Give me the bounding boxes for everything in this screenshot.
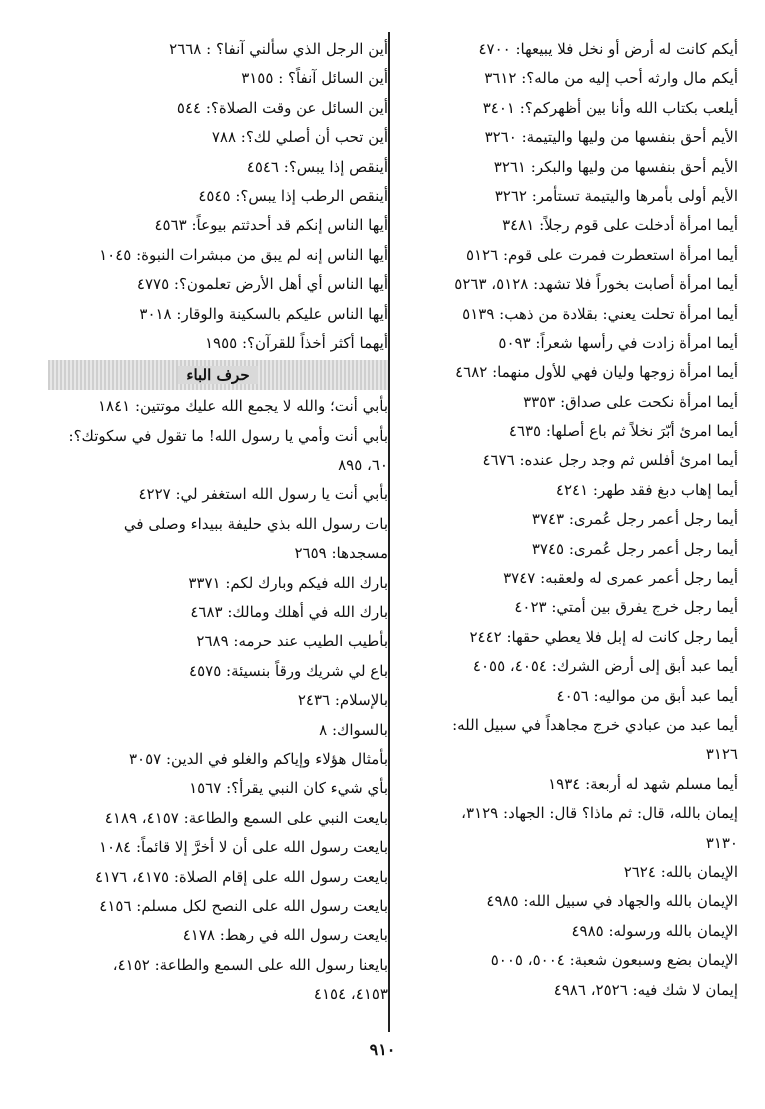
index-entry: بأطيب الطيب عند حرمه: ٢٦٨٩ [196,632,388,651]
index-entry: بايعنا رسول الله على السمع والطاعة: ٤١٥٢، [112,955,388,974]
index-entry: الأيم أحق بنفسها من وليها واليتيمة: ٣٢٦٠ [484,128,738,147]
index-entry: أين تحب أن أصلي لك؟: ٧٨٨ [211,128,388,147]
index-entry: الإيمان بالله: ٢٦٢٤ [623,862,738,881]
index-entry: ٦٠، ٨٩٥ [338,456,388,475]
index-entry: بايعت رسول الله على النصح لكل مسلم: ٤١٥٦ [99,896,388,915]
index-entry: بايعت النبي على السمع والطاعة: ٤١٥٧، ٤١٨٩ [104,808,388,827]
index-entry: بأمثال هؤلاء وإياكم والغلو في الدين: ٣٠٥٧ [128,749,388,768]
index-entry: بأبي أنت يا رسول الله استغفر لي: ٤٢٢٧ [138,485,388,504]
index-entry: أيكم كانت له أرض أو نخل فلا يبيعها: ٤٧٠٠ [478,40,738,58]
index-entry: بايعت رسول الله على إقام الصلاة: ٤١٧٥، ٤١٧٦ [95,867,388,886]
index-entry: أيما رجل أعمر رجل عُمرى: ٣٧٤٥ [531,539,738,558]
index-entry: ٤١٥٣، ٤١٥٤ [313,985,388,1004]
section-header-ba [48,360,388,390]
index-entry: بارك الله فيكم وبارك لكم: ٣٣٧١ [188,573,388,592]
index-entry: بالإسلام: ٢٤٣٦ [297,691,388,710]
index-entry: أيما امرئ أبّرَ نخلاً ثم باع أصلها: ٤٦٣٥ [508,422,738,441]
index-entry: أيما امرأة تحلت يعني: بقلادة من ذهب: ٥١٣٩ [462,304,738,323]
index-entry: أينقص الرطب إذا يبس؟: ٤٥٤٥ [198,186,388,205]
index-entry: أيما امرأة زوجها وليان فهي للأول منهما: ٤٦٨٢ [455,363,738,382]
index-entry: أيما امرئ أفلس ثم وجد رجل عنده: ٤٦٧٦ [482,451,738,470]
index-entry: أيما عبد أبق إلى أرض الشرك: ٤٠٥٤، ٤٠٥٥ [472,657,738,676]
index-entry: أيما عبد من عبادي خرج مجاهداً في سبيل الله: [452,715,738,734]
index-entry: إيمان لا شك فيه: ٢٥٢٦، ٤٩٨٦ [553,980,738,999]
index-entry: أيما عبد أبق من مواليه: ٤٠٥٦ [556,686,738,705]
index-entry: أيما امرأة زادت في رأسها شعراً: ٥٠٩٣ [498,333,738,352]
left-bottom-entries [48,392,388,1009]
index-entry: إيمان بالله، قال: ثم ماذا؟ قال: الجهاد: ٣١٢٩، [461,804,738,823]
index-entry: أيما رجل أعمر رجل عُمرى: ٣٧٤٣ [531,510,738,529]
index-entry: الأيم أحق بنفسها من وليها والبكر: ٣٢٦١ [493,157,738,176]
index-entry: ٣١٢٦ [705,745,738,764]
index-entry: أيما رجل أعمر عمرى له ولعقبه: ٣٧٤٧ [503,569,738,588]
index-entry: بايعت رسول الله على أن لا أخرَّ إلا قائماً: ١٠٨٤ [98,838,388,857]
index-entry: الإيمان بالله والجهاد في سبيل الله: ٤٩٨٥ [486,892,738,911]
left-top-entries [48,35,388,358]
index-entry: أيها الناس إنكم قد أحدثتم بيوعاً: ٤٥٦٣ [154,216,388,235]
left-index-column [48,35,388,1010]
index-entry: بارك الله في أهلك ومالك: ٤٦٨٣ [190,603,388,622]
index-entry: الإيمان بالله ورسوله: ٤٩٨٥ [571,921,738,940]
index-entry: باع لي شريك ورقاً بنسيئة: ٤٥٧٥ [189,661,388,680]
index-entry: ٣١٣٠ [705,833,738,852]
index-entry: الأيم أولى بأمرها واليتيمة تستأمر: ٣٢٦٢ [494,186,738,205]
index-entry: بأي شيء كان النبي يقرأ؟: ١٥٦٧ [189,779,388,798]
index-entry: أيهما أكثر أخذاً للقرآن؟: ١٩٥٥ [205,333,388,352]
section-header-label: حرف الباء [178,366,257,384]
index-entry: أين الرجل الذي سألني آنفا؟ : ٢٦٦٨ [169,40,388,58]
index-entry: بأبي أنت وأمي يا رسول الله! ما تقول في سكوتك؟: [68,426,388,445]
right-index-column [398,35,738,1005]
index-entry: أيها الناس أي أهل الأرض تعلمون؟: ٤٧٧٥ [136,275,388,294]
index-entry: بالسواك: ٨ [319,720,388,739]
index-entry: أين السائل عن وقت الصلاة؟: ٥٤٤ [176,98,388,117]
index-entry: أيما امرأة أدخلت على قوم رجلاً: ٣٤٨١ [502,216,738,235]
index-entry: أيما امرأة نكحت على صداق: ٣٣٥٣ [523,392,738,411]
index-entry: أيلعب بكتاب الله وأنا بين أظهركم؟: ٣٤٠١ [482,98,738,117]
index-entry: بايعت رسول الله في رهط: ٤١٧٨ [182,926,388,945]
index-entry: بأبي أنت؛ والله لا يجمع الله عليك موتتين: ١٨٤١ [97,397,388,416]
index-entry: أيما إهاب دبغ فقد طهر: ٤٢٤١ [555,480,738,499]
index-entry: أيها الناس إنه لم يبق من مبشرات النبوة: ١٠٤٥ [99,245,388,264]
index-entry: أيما امرأة استعطرت فمرت على قوم: ٥١٢٦ [465,245,738,264]
index-entry: أيما رجل كانت له إبل فلا يعطي حقها: ٢٤٤٢ [469,627,738,646]
column-divider [388,32,390,1032]
index-entry: أيها الناس عليكم بالسكينة والوقار: ٣٠١٨ [139,304,388,323]
index-entry: الإيمان بضع وسبعون شعبة: ٥٠٠٤، ٥٠٠٥ [490,951,738,970]
index-entry: مسجدها: ٢٦٥٩ [294,544,388,563]
index-entry: أيما مسلم شهد له أربعة: ١٩٣٤ [548,774,738,793]
index-entry: أينقص إذا يبس؟: ٤٥٤٦ [246,157,388,176]
index-entry: أين السائل آنفاً؟ : ٣١٥٥ [241,69,388,88]
index-entry: بات رسول الله بذي حليفة ببيداء وصلى في [123,514,388,533]
index-entry: أيكم مال وارثه أحب إليه من ماله؟: ٣٦١٢ [484,69,738,88]
index-entry: أيما امرأة أصابت بخوراً فلا تشهد: ٥١٢٨، ٥٢٦٣ [454,275,738,294]
index-entry: أيما رجل خرج يفرق بين أمتي: ٤٠٢٣ [514,598,738,617]
page-number: ٩١٠ [369,1040,396,1059]
